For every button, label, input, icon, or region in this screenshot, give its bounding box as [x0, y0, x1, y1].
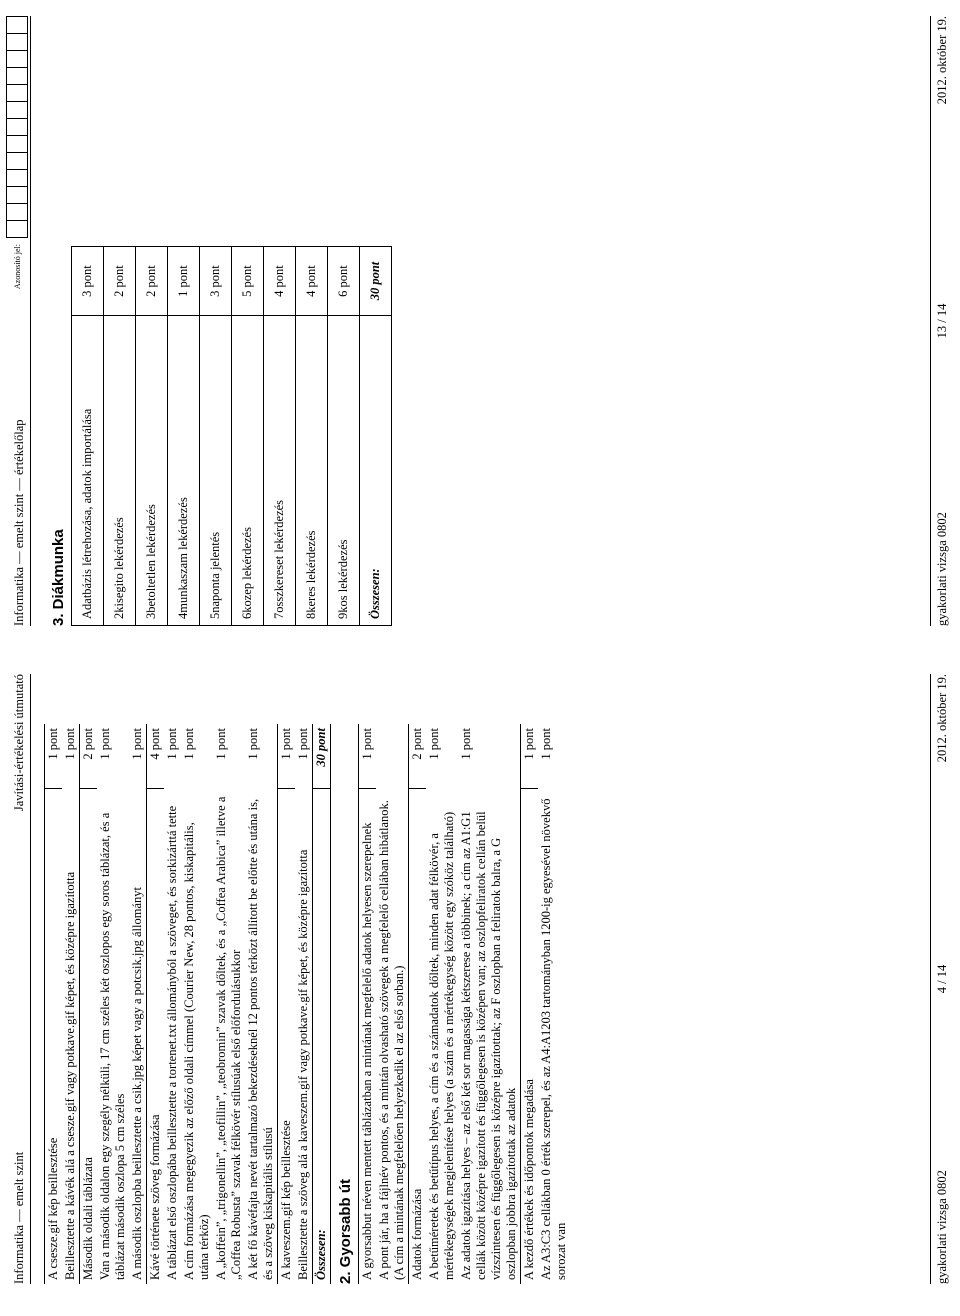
criteria-points: 2 pont [80, 724, 98, 789]
section2-score-table [358, 724, 570, 1284]
footer-page-number: 13 / 14 [935, 303, 949, 339]
criteria-label: A második oszlopba beillesztette a csik.jpg képet vagy a potcsik.jpg állományt [130, 887, 144, 1280]
criteria-points: 1 pont [459, 728, 473, 760]
total-points: 30 pont [360, 247, 392, 316]
criteria-label: Az A3:C3 cellákban 0 érték szerepel, és az A4:A1203 tartományban 1200-ig egyesével növekvő sorozat van [539, 798, 568, 1280]
criteria-points: 1 pont [45, 724, 63, 789]
footer-page-number: 4 / 14 [935, 964, 949, 994]
criteria-label: A csesze.gif kép beillesztése [45, 789, 63, 1285]
criteria-points: 1 pont [98, 728, 112, 760]
criteria-points: 1 pont [130, 728, 144, 760]
criteria-item-row [97, 724, 129, 1284]
diakmunka-score-table [71, 246, 392, 626]
footer-date: 2012. október 19. [935, 674, 949, 763]
diakmunka-points: 4 pont [296, 247, 328, 316]
diakmunka-label: 9kos lekérdezés [328, 316, 360, 626]
total-row [313, 724, 331, 1284]
criteria-item-row [458, 724, 521, 1284]
diakmunka-points: 2 pont [104, 247, 136, 316]
criteria-points: 4 pont [147, 724, 165, 789]
section2-title: 2. Gyorsabb út [337, 1178, 354, 1284]
criteria-label: Az adatok igazítása helyes – az első két sor magassága kétszerese a többinek; a cím az A1:G1 cellák között középre igazított és függőlegesen is középen van; az oszlopfeliratok cellán belül vízszintesen és függőlegesen is középre igazítottak; az F oszlopban a feliratok balra, a G oszlopban jobbra igazítottak az adatok [459, 811, 518, 1280]
diakmunka-row [72, 247, 104, 626]
diakmunka-row [264, 247, 296, 626]
criteria-label: Adatok formázása [409, 789, 427, 1285]
criteria-points: 1 pont [246, 728, 260, 760]
diakmunka-points: 4 pont [264, 247, 296, 316]
criteria-label: Összesen: [313, 789, 331, 1285]
criteria-item-row [426, 724, 458, 1284]
criteria-points: 1 pont [359, 724, 377, 789]
diakmunka-points: 3 pont [72, 247, 104, 316]
azonosito-box [6, 16, 28, 289]
right-page-header [6, 16, 31, 626]
criteria-label: A „koffein”, „trigonellin”, „teofillin”, „teobromin” szavak dőltek, és a „Coffea Arabica” illetve a „Coffea Robusta” szavak félkövér stílusúak első előfordulásukkor [214, 796, 243, 1280]
criteria-label: Kávé története szöveg formázása [147, 789, 165, 1285]
diakmunka-row [200, 247, 232, 626]
diakmunka-label: 5naponta jelentés [200, 316, 232, 626]
diakmunka-points: 2 pont [136, 247, 168, 316]
criteria-label: A kezdő értékek és időpontok megadása [521, 789, 539, 1285]
diakmunka-row [168, 247, 200, 626]
criteria-points: 1 pont [63, 728, 77, 760]
criteria-item-row [213, 724, 245, 1284]
criteria-label: A táblázat első oszlopába beillesztette a tortenet.txt állományból a szöveget, és sorkizárttá tette [165, 805, 179, 1280]
criteria-label: Beillesztette a szöveg alá a kaveszem.gif vagy potkave.gif képet, és középre igazította [296, 849, 310, 1280]
diakmunka-points: 1 pont [168, 247, 200, 316]
criteria-group-row [147, 724, 165, 1284]
left-page-footer [930, 674, 952, 1284]
total-row [360, 247, 392, 626]
diakmunka-row [296, 247, 328, 626]
left-page [0, 658, 960, 1316]
criteria-item-row [245, 724, 278, 1284]
header-left-text: Informatika — emelt szint [12, 1151, 26, 1284]
diakmunka-row [136, 247, 168, 626]
total-label: Összesen: [360, 316, 392, 626]
criteria-label: Van a második oldalon egy szegély nélküli, 17 cm széles két oszlopos egy soros táblázat, és a táblázat második oszlopa 5 cm széles [98, 812, 127, 1280]
criteria-label: A betűméretek és betűtípus helyes, a cím és a számadatok dőltek, minden adat félkövér, a mértékegységek megjelenítése helyes (a szám és a mértékegység között egy szóköz található) [427, 811, 456, 1280]
diakmunka-row [104, 247, 136, 626]
criteria-item-row [62, 724, 80, 1284]
criteria-points: 1 pont [521, 724, 539, 789]
azonosito-cells[interactable] [6, 16, 28, 238]
criteria-label: A gyorsabbut néven mentett táblázatban a mintának megfelelő adatok helyesen szerepelnek [359, 789, 377, 1285]
criteria-points: 1 pont [278, 724, 296, 789]
footer-date: 2012. október 19. [935, 16, 949, 105]
criteria-item-row [164, 724, 181, 1284]
criteria-group-row [359, 724, 377, 1284]
criteria-points: 1 pont [182, 728, 196, 760]
diakmunka-label: 4munkaszam lekérdezés [168, 316, 200, 626]
criteria-item-row [181, 724, 213, 1284]
criteria-item-row [376, 724, 409, 1284]
header-left-text: Informatika — emelt szint — értékelőlap [12, 419, 26, 626]
diakmunka-row [328, 247, 360, 626]
diakmunka-label: 3betoltetlen lekérdezés [136, 316, 168, 626]
left-page-header [6, 674, 31, 1284]
criteria-item-row [538, 724, 570, 1284]
criteria-label: Második oldali táblázata [80, 789, 98, 1285]
diakmunka-label: 2kisegito lekérdezés [104, 316, 136, 626]
left-page-content [0, 674, 960, 1284]
criteria-group-row [409, 724, 427, 1284]
diakmunka-label: 7osszkereset lekérdezés [264, 316, 296, 626]
criteria-group-row [80, 724, 98, 1284]
diakmunka-row [232, 247, 264, 626]
criteria-item-row [129, 724, 147, 1284]
criteria-label: A kaveszem.gif kép beillesztése [278, 789, 296, 1285]
criteria-points: 1 pont [296, 728, 310, 760]
diakmunka-label: 8keres lekérdezés [296, 316, 328, 626]
diakmunka-label: 6kozep lekérdezés [232, 316, 264, 626]
diakmunka-label: Adatbázis létrehozása, adatok importálása [72, 316, 104, 626]
header-right-text: Javítási-értékelési útmutató [12, 674, 26, 812]
right-page-content [0, 16, 960, 626]
criteria-group-row [45, 724, 63, 1284]
criteria-item-row [295, 724, 313, 1284]
criteria-group-row [278, 724, 296, 1284]
diakmunka-points: 3 pont [200, 247, 232, 316]
footer-left-text: gyakorlati vizsga 0802 [935, 512, 949, 626]
criteria-label: A két fő kávéfajta nevét tartalmazó bekezdéseknél 12 pontos térközt állított be előtte és utána is, és a szöveg kiskapitális stílusú [246, 798, 275, 1280]
criteria-label: A cím formázása megegyezik az előző oldali címmel (Courier New, 28 pontos, kiskapitális, utána térköz) [182, 822, 211, 1280]
criteria-points: 1 pont [539, 728, 553, 760]
diakmunka-points: 6 pont [328, 247, 360, 316]
criteria-points [376, 724, 409, 789]
footer-left-text: gyakorlati vizsga 0802 [935, 1170, 949, 1284]
section1-score-table [44, 724, 331, 1284]
azonosito-label: Azonosító jel: [12, 244, 22, 290]
section3-title: 3. Diákmunka [50, 529, 67, 626]
criteria-points: 1 pont [427, 728, 441, 760]
diakmunka-points: 5 pont [232, 247, 264, 316]
criteria-points: 1 pont [214, 728, 228, 760]
criteria-points: 2 pont [409, 724, 427, 789]
right-page-footer [930, 16, 952, 626]
criteria-group-row [521, 724, 539, 1284]
criteria-label: Beillesztette a kávék alá a csesze.gif vagy potkave.gif képet, és középre igazította [63, 871, 77, 1280]
criteria-points: 1 pont [165, 728, 179, 760]
criteria-points: 30 pont [313, 724, 331, 789]
criteria-label: A pont jár, ha a fájlnév pontos, és a mintán olvasható szövegek a megfelelő cellában hibátlanok. (A cím a mintának megfelelően helyezkedik el az első sorban.) [377, 800, 406, 1280]
